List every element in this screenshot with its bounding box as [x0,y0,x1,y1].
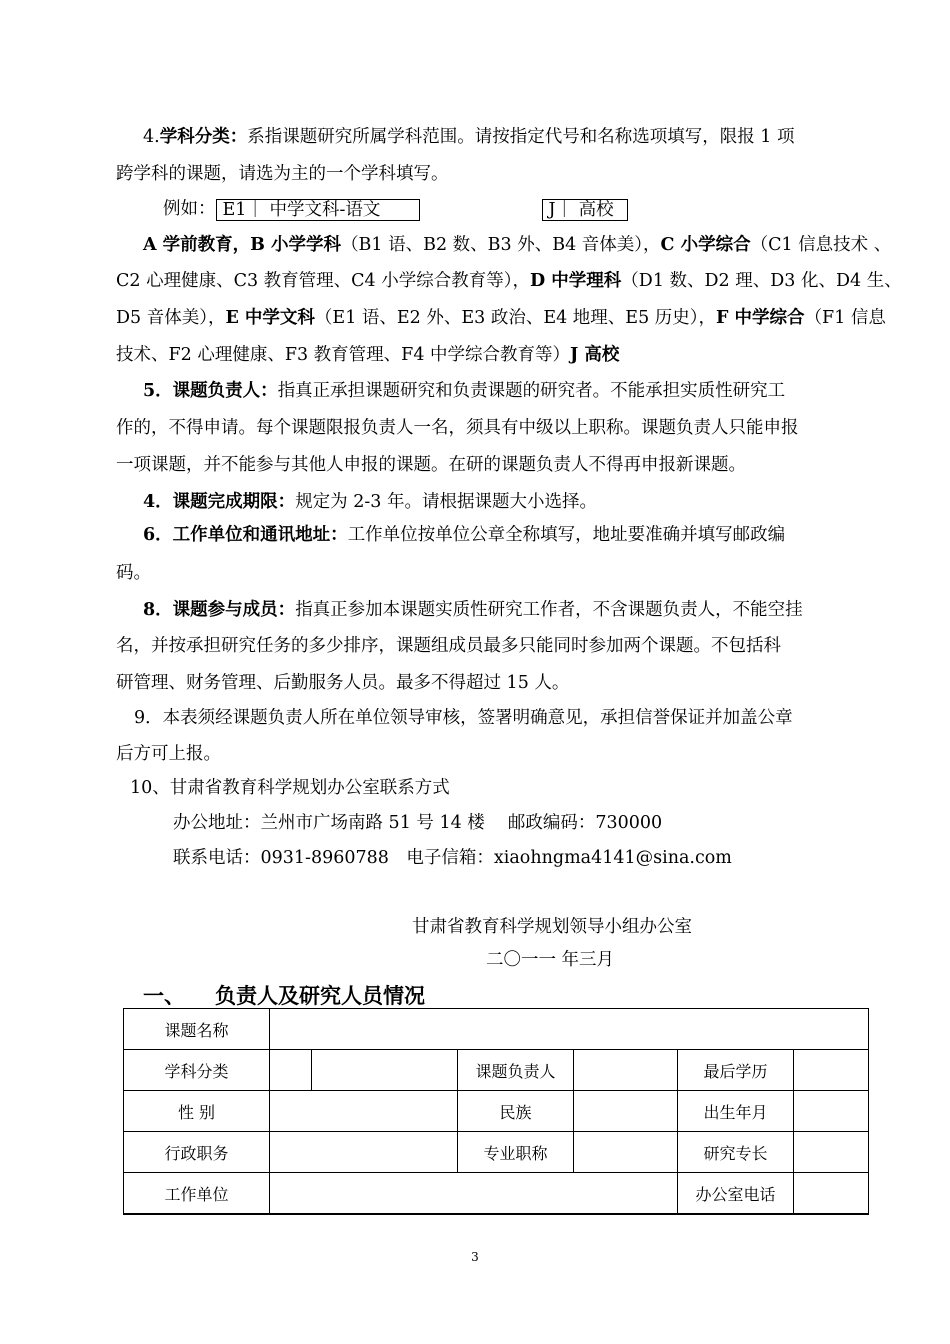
item9-line2 [116,741,221,767]
specialty-label: 研究专长 [678,1132,794,1173]
signature-org-text: 甘肃省教育科学规划领导小组办公室 [412,917,692,937]
item5-label: 5．课题负责人： [143,381,278,401]
item8-text1: 指真正参加本课题实质性研究工作者，不含课题负责人，不能空挂 [295,600,803,620]
subject-name-field[interactable] [312,1050,458,1091]
item4-text1: 系指课题研究所属学科范围。请按指定代号和名称选项填写，限报 1 项 [247,127,795,147]
section-title: 负责人及研究人员情况 [215,984,425,1008]
item-period-line [143,489,597,515]
section-heading [143,980,425,1010]
subject-category-label: 学科分类 [124,1050,270,1091]
item8-line1 [143,597,803,623]
item-period-label: 4．课题完成期限： [143,492,296,512]
example-prefix: 例如： [163,199,216,219]
item6-text1: 工作单位按单位公章全称填写，地址要准确并填写邮政编 [347,525,786,545]
section-number: 一、 [143,984,185,1008]
item5-line1 [143,378,785,404]
item6-line1 [143,522,785,548]
office-phone-field[interactable] [794,1173,869,1215]
category-a: A 学前教育， [143,235,251,255]
example-box-j: J｜ 高校 [542,199,628,221]
item9-text1: 9．本表须经课题负责人所在单位领导审核，签署明确意见，承担信誉保证并加盖公章 [134,708,793,728]
signature-org [412,914,692,940]
title-field[interactable] [574,1132,678,1173]
admin-post-label: 行政职务 [124,1132,270,1173]
category-c-label: C 小学综合 [660,235,751,255]
office-phone-label: 办公室电话 [678,1173,794,1215]
item10-contact [173,845,732,871]
item8-text2: 名，并按承担研究任务的多少排序，课题组成员最多只能同时参加两个课题。不包括科 [116,636,781,656]
item5-text1: 指真正承担课题研究和负责课题的研究者。不能承担实质性研究工 [277,381,786,401]
item4-number: 4. [143,127,160,147]
education-field[interactable] [794,1050,869,1091]
researcher-info-table [123,1008,869,1215]
category-e-text: （E1 语、E2 外、E3 政治、E4 地理、E5 历史）， [314,308,717,328]
categories-line1 [143,232,891,258]
signature-date-text: 二〇一一 年三月 [486,950,615,970]
item10-address [173,810,662,836]
gender-label: 性 别 [124,1091,270,1132]
category-f-text: （F1 信息 [804,308,886,328]
table-row [124,1091,869,1132]
category-d-text: （D1 数、D2 理、D3 化、D4 生、 [621,271,902,291]
table-row [124,1173,869,1215]
item5-text2: 作的，不得申请。每个课题限报负责人一名，须具有中级以上职称。课题负责人只能申报 [116,418,799,438]
gender-field[interactable] [270,1091,458,1132]
categories-line4 [116,342,619,368]
item6-line2 [116,560,151,586]
category-j-label: J 高校 [570,345,620,365]
table-row [124,1050,869,1091]
item8-line2 [116,633,781,659]
category-f-rest: 技术、F2 心理健康、F3 教育管理、F4 中学综合教育等） [116,345,571,365]
item8-line3 [116,670,569,696]
leader-field[interactable] [574,1050,678,1091]
admin-post-field[interactable] [270,1132,458,1173]
category-c-rest: C2 心理健康、C3 教育管理、C4 小学综合教育等）， [116,271,531,291]
category-e-label: E 中学文科 [225,308,315,328]
table-row [124,1009,869,1050]
category-b-label: B 小学学科 [250,235,342,255]
item-period-text: 规定为 2-3 年。请根据课题大小选择。 [295,492,597,512]
item6-text2: 码。 [116,563,151,583]
item5-text3: 一项课题，并不能参与其他人申报的课题。在研的课题负责人不得再申报新课题。 [116,455,746,475]
birth-field[interactable] [794,1091,869,1132]
category-c-text: （C1 信息技术 、 [750,235,892,255]
item9-text2: 后方可上报。 [116,744,221,764]
categories-line3 [116,305,886,331]
title-label: 专业职称 [458,1132,574,1173]
category-b-text: （B1 语、B2 数、B3 外、B4 音体美）， [341,235,661,255]
item4-label: 学科分类： [159,127,248,147]
topic-name-field[interactable] [270,1009,869,1050]
ethnicity-label: 民族 [458,1091,574,1132]
categories-line2 [116,268,902,294]
item10-address-text: 办公地址：兰州市广场南路 51 号 14 楼 邮政编码：730000 [173,813,663,833]
item10-title [130,775,450,801]
example-line [163,196,628,222]
signature-date [486,947,614,973]
category-f-label: F 中学综合 [716,308,805,328]
item4-line2 [116,161,449,187]
specialty-field[interactable] [794,1132,869,1173]
item9-line1 [134,705,793,731]
item5-line3 [116,452,746,478]
item4-text2: 跨学科的课题，请选为主的一个学科填写。 [116,164,449,184]
item8-label: 8．课题参与成员： [143,600,296,620]
education-label: 最后学历 [678,1050,794,1091]
work-unit-label: 工作单位 [124,1173,270,1215]
item6-label: 6．工作单位和通讯地址： [143,525,348,545]
work-unit-field[interactable] [270,1173,678,1215]
item8-text3: 研管理、财务管理、后勤服务人员。最多不得超过 15 人。 [116,673,570,693]
page-number: 3 [471,1250,479,1264]
category-d-rest: D5 音体美）， [116,308,226,328]
table-row [124,1132,869,1173]
item5-line2 [116,415,799,441]
category-d-label: D 中学理科 [530,271,622,291]
item10-title-text: 10、甘肃省教育科学规划办公室联系方式 [130,778,450,798]
item4-line1 [143,124,794,150]
leader-label: 课题负责人 [458,1050,574,1091]
item10-contact-text: 联系电话：0931-8960788 电子信箱：xiaohngma4141@sina.com [173,848,732,868]
topic-name-label: 课题名称 [124,1009,270,1050]
birth-label: 出生年月 [678,1091,794,1132]
ethnicity-field[interactable] [574,1091,678,1132]
subject-code-field[interactable] [270,1050,312,1091]
example-box-e1: E1｜ 中学文科-语文 [216,199,420,221]
